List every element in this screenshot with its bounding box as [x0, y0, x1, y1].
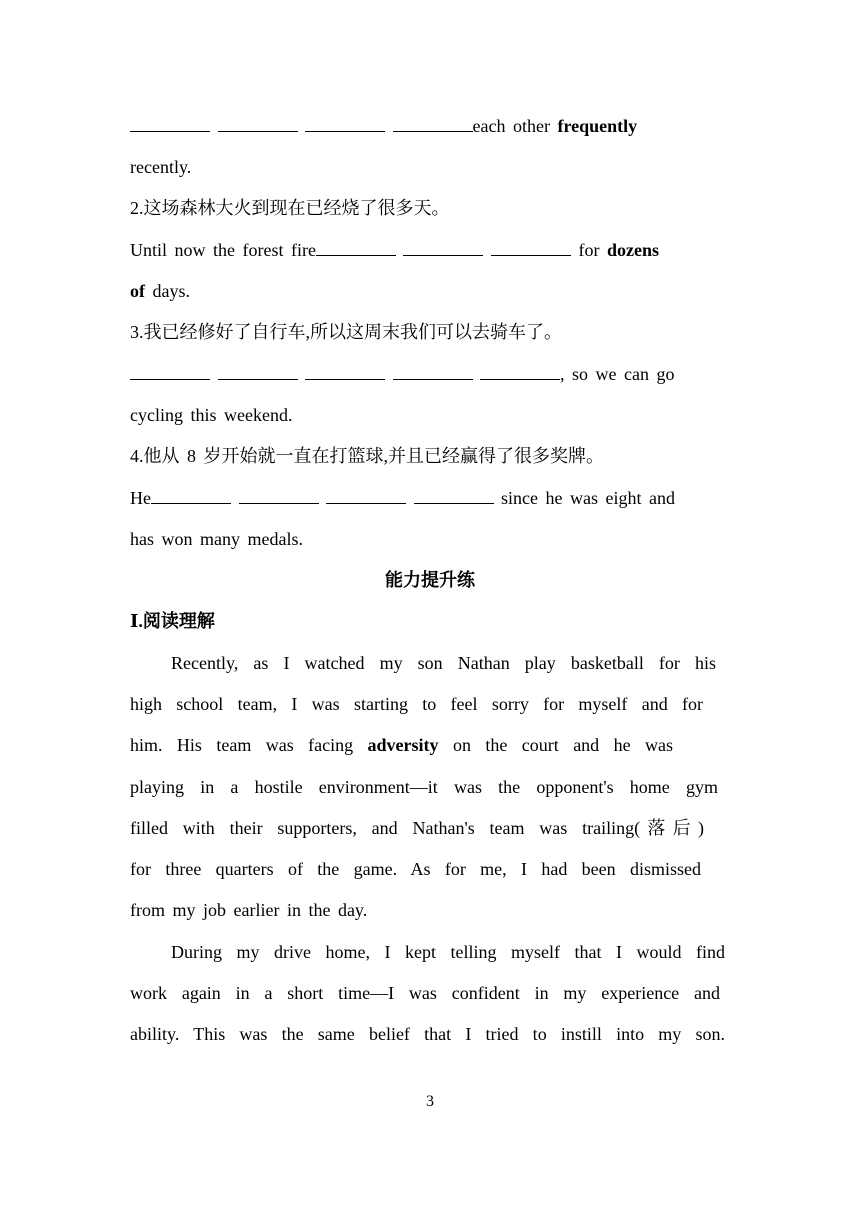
passage-line: playing in a hostile environment—it was the opponent's home gym [130, 777, 718, 797]
q4-text: since he was eight and [501, 488, 675, 508]
q2-bold-word: dozens [606, 240, 659, 260]
passage-line: ability. This was the same belief that I tried to instill into my son. [130, 1024, 725, 1044]
passage-line: work again in a short time—I was confident in my experience and [130, 983, 720, 1003]
answer-blank[interactable] [218, 362, 298, 380]
answer-blank[interactable] [393, 114, 473, 132]
passage-line: for three quarters of the game. As for me, I had been dismissed [130, 859, 701, 879]
q2-prompt: 2.这场森林大火到现在已经烧了很多天。 [130, 198, 450, 218]
answer-blank[interactable] [393, 362, 473, 380]
reading-heading: Ⅰ.阅读理解 [130, 611, 215, 631]
q4-line-2: has won many medals. [130, 529, 303, 549]
passage-line: During my drive home, I kept telling myself that I would find [171, 942, 725, 962]
passage-line: high school team, I was starting to feel sorry for myself and for [130, 694, 703, 714]
q3-text: , so we can go [560, 364, 675, 384]
passage-text: him. His team was facing [130, 735, 354, 755]
answer-blank[interactable] [403, 238, 483, 256]
q2-text: days. [152, 281, 190, 301]
passage-line: filled with their supporters, and Nathan's team was trailing(落后) [130, 818, 704, 838]
q3-answer-line [130, 362, 712, 386]
answer-blank[interactable] [151, 486, 231, 504]
q2-line-2 [130, 279, 720, 303]
page-number: 3 [426, 1093, 434, 1110]
passage-line: Recently, as I watched my son Nathan play basketball for his [171, 653, 716, 673]
q1-line-2: recently. [130, 157, 192, 177]
answer-blank[interactable] [218, 114, 298, 132]
answer-blank[interactable] [130, 114, 210, 132]
passage-bold-word: adversity [367, 735, 439, 755]
q1-bold-word: frequently [557, 116, 638, 136]
passage-text: on the court and he was [452, 735, 673, 755]
answer-blank[interactable] [316, 238, 396, 256]
q2-answer-line [130, 238, 712, 262]
q1-answer-line [130, 114, 675, 138]
answer-blank[interactable] [239, 486, 319, 504]
q2-text: for [578, 240, 600, 260]
q3-line-2: cycling this weekend. [130, 405, 293, 425]
q1-text: each other [472, 116, 550, 136]
answer-blank[interactable] [491, 238, 571, 256]
q2-bold-word: of [130, 281, 145, 301]
q4-answer-line [130, 486, 720, 510]
answer-blank[interactable] [480, 362, 560, 380]
answer-blank[interactable] [305, 362, 385, 380]
answer-blank[interactable] [326, 486, 406, 504]
answer-blank[interactable] [130, 362, 210, 380]
q2-text: Until now the forest fire [130, 240, 316, 260]
section-title: 能力提升练 [385, 570, 475, 590]
passage-line: from my job earlier in the day. [130, 900, 368, 920]
answer-blank[interactable] [414, 486, 494, 504]
q3-prompt: 3.我已经修好了自行车,所以这周末我们可以去骑车了。 [130, 322, 562, 342]
q4-prompt: 4.他从 8 岁开始就一直在打篮球,并且已经赢得了很多奖牌。 [130, 446, 604, 466]
answer-blank[interactable] [305, 114, 385, 132]
passage-line [130, 733, 673, 757]
q4-text: He [130, 488, 151, 508]
